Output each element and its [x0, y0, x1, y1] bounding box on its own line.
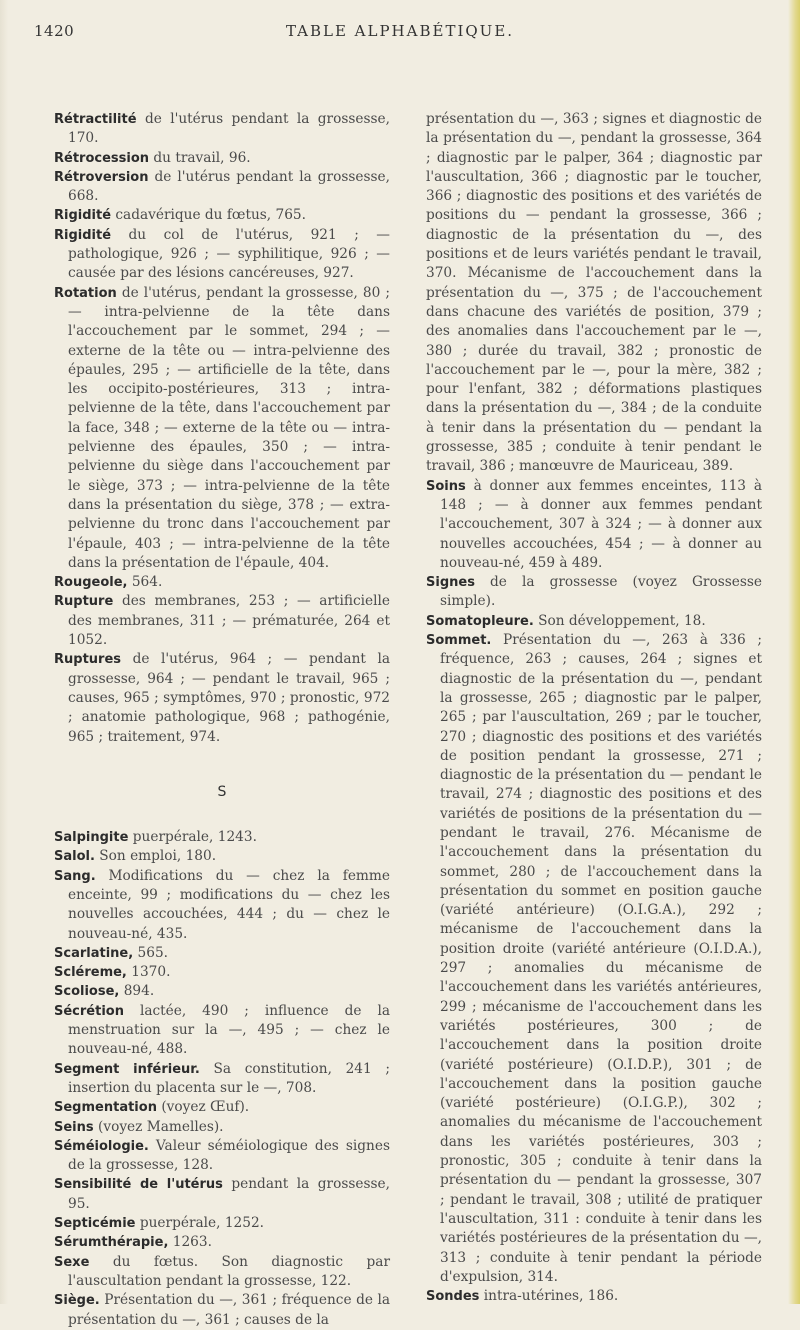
entry-definition: 564.: [131, 574, 163, 591]
index-entry: [426, 612, 762, 631]
entry-term: Siège.: [54, 1293, 100, 1309]
entry-definition: de l'utérus pendant la grossesse, 668.: [68, 168, 390, 205]
index-entry: [426, 477, 762, 573]
right-column: [426, 110, 762, 1305]
entry-definition: du fœtus. Son diagnostic par l'auscultation pendant la grossesse, 122.: [68, 1253, 390, 1289]
entry-definition: présentation du —, 363 ; signes et diagnostic de la présentation du —, pendant la grossesse, 364 ; diagnostic par le palper, 364 ; diagnostic par l'auscultation, 366 ; diagnostic par le toucher, 366 ; diagnostic des positions et des variétés de positions du — pendant la grossesse, 366 ; diagnostic de la présentation du —, des positions et de leurs variétés pendant le travail, 370. Mécanisme de l'accouchement dans la présentation du —, 375 ; de l'accouchement dans chacune des variétés de position, 379 ; des anomalies dans l'accouchement par le —, 380 ; durée du travail, 382 ; pronostic de l'accouchement par le —, pour la mère, 382 ; pour l'enfant, 382 ; déformations plastiques dans la présentation du —, 384 ; de la conduite à tenir dans la présentation du — pendant la grossesse, 385 ; conduite à tenir pendant le travail, 386 ; manœuvre de Mauriceau, 389.: [426, 111, 762, 475]
index-entry: [426, 631, 762, 1287]
entry-term: Rotation: [54, 285, 117, 301]
running-title: TABLE ALPHABÉTIQUE.: [285, 22, 515, 40]
entry-term: Salol.: [54, 849, 95, 865]
entry-definition: 565.: [137, 944, 169, 961]
index-entry: [54, 168, 390, 207]
entries-s: [54, 828, 390, 1330]
entry-term: Sérumthérapie,: [54, 1235, 169, 1251]
index-entry: [54, 206, 390, 225]
entry-term: Scarlatine,: [54, 945, 134, 961]
entry-term: Rétroversion: [54, 169, 149, 185]
entry-definition: du col de l'utérus, 921 ; — pathologique, 926 ; — syphilitique, 926 ; — causée par des lésions cancéreuses, 927.: [68, 226, 390, 282]
index-entry: [426, 110, 762, 477]
entry-term: Sensibilité de l'utérus: [54, 1177, 223, 1193]
index-columns: [54, 110, 762, 1328]
entry-definition: du travail, 96.: [153, 149, 251, 166]
index-entry: [54, 1060, 390, 1099]
index-entry: [54, 1175, 390, 1214]
index-entry: [54, 650, 390, 746]
entry-definition: lactée, 490 ; influence de la menstruation sur la —, 495 ; — chez le nouveau-né, 488.: [68, 1002, 390, 1058]
entry-term: Seins: [54, 1119, 94, 1135]
entry-definition: (voyez Mamelles).: [98, 1118, 224, 1135]
entry-term: Segment inférieur.: [54, 1061, 200, 1077]
entry-term: Sondes: [426, 1289, 480, 1305]
entry-term: Rigidité: [54, 208, 112, 224]
index-entry: [54, 867, 390, 944]
entry-term: Sang.: [54, 868, 96, 884]
entry-term: Somatopleure.: [426, 613, 534, 629]
index-entry: [426, 573, 762, 612]
entry-definition: de la grossesse (voyez Grossesse simple).: [440, 574, 762, 610]
entry-definition: Sa constitution, 241 ; insertion du placenta sur le —, 708.: [68, 1060, 391, 1096]
index-entry: [54, 1253, 390, 1292]
index-entry: [54, 1291, 390, 1330]
entry-term: Sommet.: [426, 633, 492, 649]
entry-definition: des membranes, 253 ; — artificielle des membranes, 311 ; — prématurée, 264 et 1052.: [68, 593, 390, 649]
page-number: 1420: [34, 22, 75, 40]
index-entry: [54, 1098, 390, 1117]
entry-term: Segmentation: [54, 1100, 157, 1116]
page-header: [34, 14, 766, 44]
index-entry: [54, 110, 390, 149]
entry-definition: intra-utérines, 186.: [483, 1288, 619, 1305]
index-entry: [54, 1137, 390, 1176]
entry-definition: Présentation du —, 263 à 336 ; fréquence, 263 ; causes, 264 ; signes et diagnostic de la présentation du —, pendant la grossesse, 265 ; diagnostic par le palper, 265 ; par l'auscultation, 269 ; par le toucher, 270 ; diagnostic des positions et des variétés de position pendant la grossesse, 271 ; diagnostic de la présentation du — pendant le travail, 274 ; diagnostic des positions et des variétés de positions de la présentation du — pendant le travail, 276. Mécanisme de l'accouchement dans la présentation du sommet, 280 ; de l'accouchement dans la présentation du sommet en position gauche (variété antérieure) (O.I.G.A.), 292 ; mécanisme de l'accouchement dans la position droite (variété antérieure (O.I.D.A.), 297 ; anomalies du mécanisme de l'accouchement dans les variétés antérieures, 299 ; mécanisme de l'accouchement dans les variétés postérieures, 300 ; de l'accouchement dans la position droite (variété postérieure) (O.I.D.P.), 301 ; de l'accouchement dans la position gauche (variété postérieure) (O.I.G.P.), 302 ; anomalies du mécanisme de l'accouchement dans les variétés postérieures, 303 ; pronostic, 305 ; conduite à tenir dans la présentation du — pendant la grossesse, 307 ; pendant le travail, 308 ; utilité de pratiquer l'auscultation, 311 : conduite à tenir dans les variétés postérieures de la présentation du —, 313 ; conduite à tenir pendant la période d'expulsion, 314.: [440, 632, 762, 1285]
entry-term: Rougeole,: [54, 575, 128, 591]
entry-term: Rupture: [54, 594, 114, 610]
entry-definition: Modifications du — chez la femme enceinte, 99 ; modifications du — chez les nouvelles accouchées, 444 ; du — chez le nouveau-né, 435.: [68, 867, 390, 942]
index-entry: [54, 1214, 390, 1233]
index-entry: [54, 963, 390, 982]
entry-definition: Son emploi, 180.: [99, 848, 217, 865]
entry-term: Ruptures: [54, 652, 122, 668]
index-entry: [54, 847, 390, 866]
entry-term: Rétractilité: [54, 112, 137, 127]
entry-definition: puerpérale, 1252.: [139, 1215, 265, 1232]
entry-term: Septicémie: [54, 1216, 136, 1232]
index-entry: [54, 982, 390, 1001]
entry-definition: à donner aux femmes enceintes, 113 à 148 ; — à donner aux femmes pendant l'accouchement, 307 à 324 ; — à donner aux nouvelles accouchées, 454 ; — à donner au nouveau-né, 459 à 489.: [440, 477, 762, 571]
entry-definition: puerpérale, 1243.: [132, 829, 257, 846]
index-entry: [54, 1118, 390, 1137]
entry-definition: Son développement, 18.: [538, 612, 706, 629]
page-shadow: [0, 0, 8, 1304]
index-entry: [54, 828, 390, 847]
entry-term: Rétrocession: [54, 150, 150, 166]
entry-term: Signes: [426, 575, 475, 591]
entry-definition: Valeur séméiologique des signes de la grossesse, 128.: [68, 1137, 390, 1174]
entry-term: Scléreme,: [54, 965, 127, 981]
entry-term: Rigidité: [54, 227, 112, 243]
entry-term: Sécrétion: [54, 1003, 124, 1019]
index-entry: [54, 592, 390, 650]
left-column: [54, 110, 391, 1328]
entry-definition: cadavérique du fœtus, 765.: [115, 207, 306, 224]
entry-definition: de l'utérus, pendant la grossesse, 80 ; — intra-pelvienne de la tête dans l'accouchement par le sommet, 294 ; — externe de la tête ou — intra-pelvienne des épaules, 295 ; — artificielle de la tête, dans les occipito-postérieures, 313 ; intra-pelvienne de la tête, dans l'accouchement par la face, 348 ; — externe de la tête ou — intra-pelvienne des épaules, 350 ; — intra-pelvienne du siège dans l'accouchement par le siège, 373 ; — intra-pelvienne de la tête dans la présentation du siège, 378 ; — extra-pelvienne du tronc dans l'accouchement par l'épaule, 403 ; — intra-pelvienne de la tête dans la présentation de l'épaule, 404.: [68, 284, 390, 571]
page-edge-stain: [788, 0, 800, 1304]
entry-term: Soins: [426, 478, 466, 494]
entry-definition: pendant la grossesse, 95.: [68, 1176, 390, 1212]
entry-definition: de l'utérus pendant la grossesse, 170.: [68, 111, 390, 147]
entry-definition: Présentation du —, 361 ; fréquence de la présentation du —, 361 ; causes de la: [68, 1292, 390, 1328]
index-entry: [54, 1002, 390, 1060]
index-entry: [54, 944, 390, 963]
index-entry: [54, 1233, 390, 1252]
index-entry: [54, 226, 390, 284]
entry-definition: de l'utérus, 964 ; — pendant la grossesse, 964 ; — pendant le travail, 965 ; causes, 965 ; symptômes, 970 ; pronostic, 972 ; anatomie pathologique, 968 ; pathogénie, 965 ; traitement, 974.: [68, 651, 391, 745]
entry-term: Sexe: [54, 1254, 90, 1270]
entry-definition: 894.: [123, 983, 155, 1000]
entries-r: [54, 110, 390, 747]
entry-term: Scoliose,: [54, 984, 120, 1000]
entry-term: Séméiologie.: [54, 1138, 149, 1154]
index-entry: [54, 284, 390, 573]
entry-definition: (voyez Œuf).: [161, 1099, 250, 1116]
entry-term: Salpingite: [54, 830, 129, 846]
entry-definition: 1263.: [172, 1234, 212, 1251]
letter-heading-s: S: [217, 783, 227, 800]
index-entry: [54, 149, 390, 168]
entry-definition: 1370.: [131, 964, 171, 981]
index-entry: [54, 573, 390, 592]
